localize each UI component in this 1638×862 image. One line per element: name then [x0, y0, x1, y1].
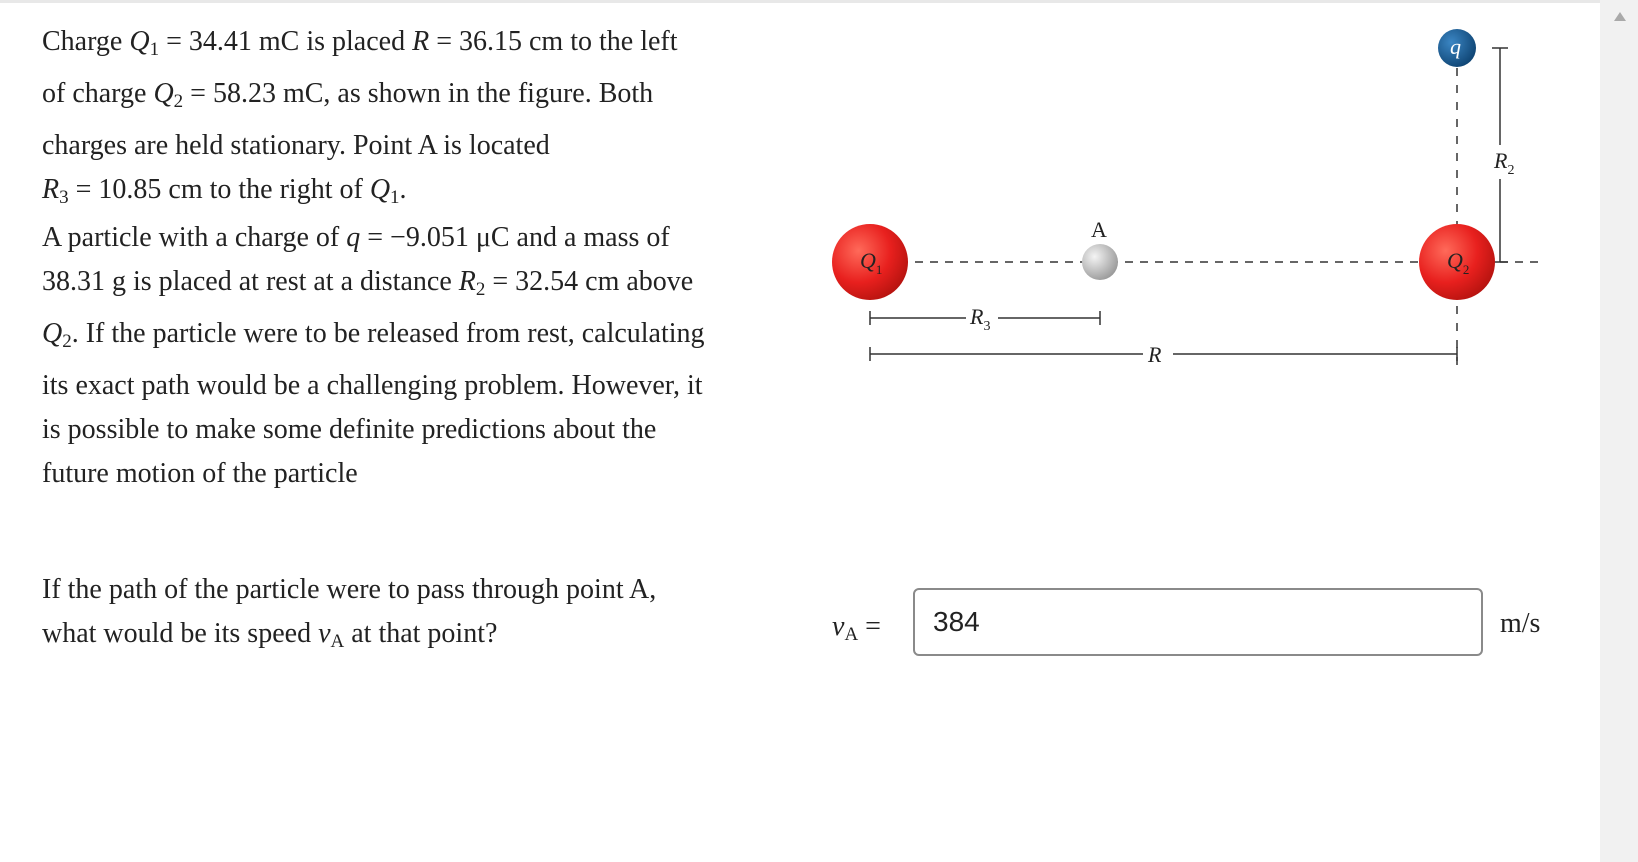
- point-a-label: A: [1091, 217, 1107, 242]
- speed-answer-input[interactable]: [913, 588, 1483, 656]
- answer-unit: m/s: [1500, 608, 1541, 639]
- r3-label: $R_3$: [970, 304, 991, 334]
- problem-paragraph-2: A particle with a charge of q = −9.051 μC and a mass of 38.31 g is placed at rest at a distance $R_2 = 32.54$ cm above $Q_2$. If the particle were to be released from rest, calculating its exact path would be a challenging problem. However, it is possible to make some definite predictions about the future motion of the particle: [42, 222, 705, 489]
- problem-paragraph-1: Charge $Q_1 = 34.41$ mC is placed R = 36.15 cm to the left of charge $Q_2 = 58.23$ mC, as shown in the figure. Both charges are held stationary. Point A is located $R_3 = 10.85$ cm to the right of $Q_1$.: [42, 26, 678, 208]
- svg-text:Q2: $Q_2$: [1447, 248, 1470, 277]
- point-a: [1082, 244, 1118, 280]
- r-label: R: [1148, 342, 1162, 367]
- charge-diagram: [820, 0, 1560, 400]
- svg-text:Q1: $Q_1$: [860, 248, 883, 277]
- question-text: If the path of the particle were to pass through point A, what would be its speed $v_A$ at that point?: [42, 574, 657, 652]
- svg-text:q: q: [1450, 34, 1461, 59]
- scroll-up-arrow-icon[interactable]: [1614, 12, 1626, 21]
- r2-label: $R_2$: [1494, 148, 1515, 178]
- vertical-scrollbar[interactable]: [1600, 0, 1638, 862]
- answer-label: $v_A$ =: [832, 611, 881, 645]
